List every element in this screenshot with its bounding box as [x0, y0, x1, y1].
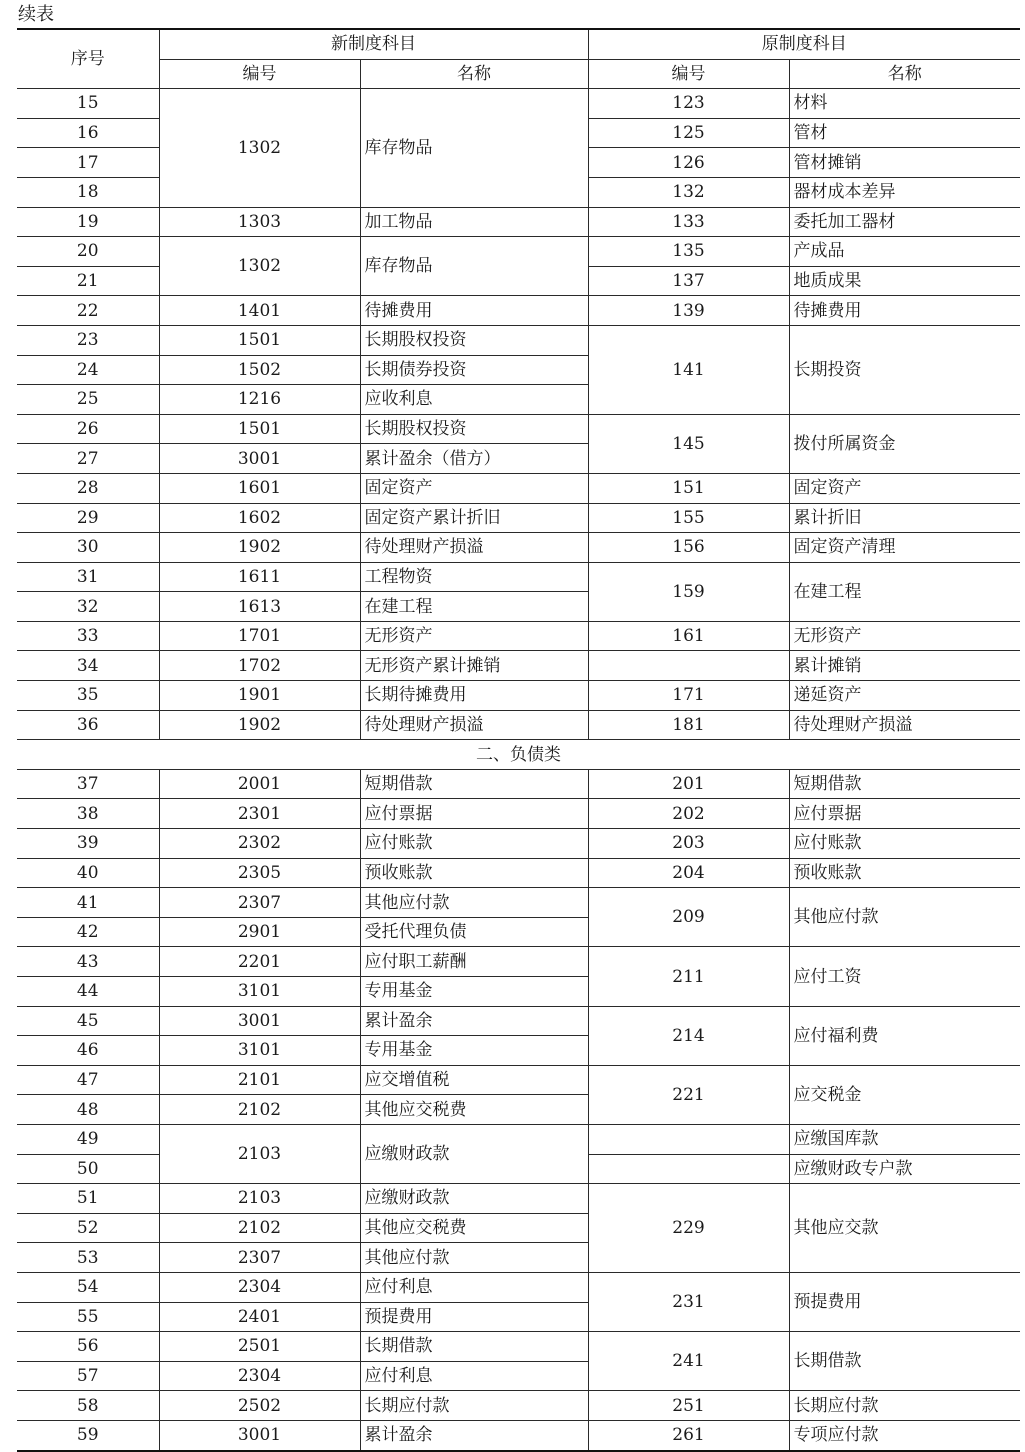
seq-cell: 55 [17, 1302, 159, 1332]
seq-cell: 33 [17, 621, 159, 651]
new-name-cell: 库存物品 [360, 89, 588, 207]
new-name-cell: 累计盈余（借方） [360, 444, 588, 474]
old-name-cell: 无形资产 [789, 621, 1020, 651]
seq-cell: 32 [17, 592, 159, 622]
table-row [17, 473, 1020, 503]
new-code-cell: 1501 [159, 414, 360, 444]
seq-cell: 27 [17, 444, 159, 474]
new-name-cell: 其他应付款 [360, 888, 588, 918]
table-caption: 续表 [18, 4, 54, 25]
seq-cell: 23 [17, 325, 159, 355]
new-code-cell: 2307 [159, 1243, 360, 1273]
table-row [17, 888, 1020, 918]
old-code-cell: 151 [588, 473, 789, 503]
old-code-cell [588, 1124, 789, 1154]
new-code-cell: 1302 [159, 237, 360, 296]
new-name-cell: 无形资产 [360, 621, 588, 651]
new-code-cell: 2103 [159, 1124, 360, 1183]
old-code-cell: 159 [588, 562, 789, 621]
table-row [17, 1332, 1020, 1362]
seq-cell: 59 [17, 1420, 159, 1450]
new-code-cell: 2502 [159, 1391, 360, 1421]
header-old-system: 原制度科目 [588, 29, 1020, 59]
new-code-cell: 1303 [159, 207, 360, 237]
new-code-cell: 2302 [159, 829, 360, 859]
table-row [17, 89, 1020, 119]
old-name-cell: 短期借款 [789, 769, 1020, 799]
old-name-cell: 产成品 [789, 237, 1020, 267]
new-code-cell: 2901 [159, 917, 360, 947]
old-name-cell: 器材成本差异 [789, 177, 1020, 207]
table-row [17, 1420, 1020, 1450]
header-new-name: 名称 [360, 59, 588, 89]
new-code-cell: 2307 [159, 888, 360, 918]
new-name-cell: 长期股权投资 [360, 325, 588, 355]
new-code-cell: 2501 [159, 1332, 360, 1362]
new-name-cell: 加工物品 [360, 207, 588, 237]
new-name-cell: 应付职工薪酬 [360, 947, 588, 977]
table-row [17, 651, 1020, 681]
old-code-cell [588, 1154, 789, 1184]
section-row [17, 740, 1020, 770]
old-code-cell: 125 [588, 118, 789, 148]
seq-cell: 54 [17, 1272, 159, 1302]
old-code-cell: 145 [588, 414, 789, 473]
seq-cell: 21 [17, 266, 159, 296]
table-row [17, 799, 1020, 829]
old-name-cell: 材料 [789, 89, 1020, 119]
seq-cell: 51 [17, 1184, 159, 1214]
new-code-cell: 1902 [159, 710, 360, 740]
header-new-code: 编号 [159, 59, 360, 89]
old-name-cell: 待摊费用 [789, 296, 1020, 326]
new-name-cell: 预收账款 [360, 858, 588, 888]
new-code-cell: 2304 [159, 1361, 360, 1391]
new-name-cell: 长期待摊费用 [360, 681, 588, 711]
table-row [17, 947, 1020, 977]
seq-cell: 36 [17, 710, 159, 740]
new-code-cell: 1702 [159, 651, 360, 681]
table-row [17, 681, 1020, 711]
seq-cell: 50 [17, 1154, 159, 1184]
seq-cell: 46 [17, 1036, 159, 1066]
new-name-cell: 长期债券投资 [360, 355, 588, 385]
new-code-cell: 1601 [159, 473, 360, 503]
seq-cell: 29 [17, 503, 159, 533]
old-code-cell: 141 [588, 325, 789, 414]
old-code-cell: 171 [588, 681, 789, 711]
old-name-cell: 在建工程 [789, 562, 1020, 621]
seq-cell: 39 [17, 829, 159, 859]
table-row [17, 562, 1020, 592]
old-code-cell: 126 [588, 148, 789, 178]
old-name-cell: 其他应交款 [789, 1184, 1020, 1273]
seq-cell: 53 [17, 1243, 159, 1273]
old-name-cell: 应交税金 [789, 1065, 1020, 1124]
table-row [17, 1272, 1020, 1302]
old-name-cell: 累计摊销 [789, 651, 1020, 681]
table-row [17, 1391, 1020, 1421]
old-name-cell: 管材 [789, 118, 1020, 148]
new-name-cell: 应付票据 [360, 799, 588, 829]
new-code-cell: 3101 [159, 1036, 360, 1066]
table-row [17, 710, 1020, 740]
old-name-cell: 其他应付款 [789, 888, 1020, 947]
seq-cell: 48 [17, 1095, 159, 1125]
new-name-cell: 应缴财政款 [360, 1184, 588, 1214]
new-name-cell: 累计盈余 [360, 1420, 588, 1450]
table-row [17, 1124, 1020, 1154]
seq-cell: 20 [17, 237, 159, 267]
seq-cell: 40 [17, 858, 159, 888]
new-code-cell: 1401 [159, 296, 360, 326]
new-name-cell: 工程物资 [360, 562, 588, 592]
table-row [17, 829, 1020, 859]
old-code-cell: 139 [588, 296, 789, 326]
old-name-cell: 应付工资 [789, 947, 1020, 1006]
old-code-cell: 137 [588, 266, 789, 296]
seq-cell: 42 [17, 917, 159, 947]
seq-cell: 56 [17, 1332, 159, 1362]
new-name-cell: 库存物品 [360, 237, 588, 296]
new-code-cell: 3001 [159, 1420, 360, 1450]
new-code-cell: 1501 [159, 325, 360, 355]
seq-cell: 15 [17, 89, 159, 119]
table-row [17, 414, 1020, 444]
account-mapping-table [17, 28, 1020, 1452]
old-name-cell: 预提费用 [789, 1272, 1020, 1331]
seq-cell: 35 [17, 681, 159, 711]
table-row [17, 296, 1020, 326]
old-code-cell: 156 [588, 533, 789, 563]
table-row [17, 858, 1020, 888]
old-code-cell: 241 [588, 1332, 789, 1391]
new-name-cell: 无形资产累计摊销 [360, 651, 588, 681]
new-name-cell: 应付账款 [360, 829, 588, 859]
old-code-cell: 204 [588, 858, 789, 888]
old-code-cell: 221 [588, 1065, 789, 1124]
seq-cell: 45 [17, 1006, 159, 1036]
new-name-cell: 其他应交税费 [360, 1095, 588, 1125]
old-code-cell: 155 [588, 503, 789, 533]
old-name-cell: 管材摊销 [789, 148, 1020, 178]
old-code-cell: 181 [588, 710, 789, 740]
old-name-cell: 拨付所属资金 [789, 414, 1020, 473]
new-name-cell: 长期股权投资 [360, 414, 588, 444]
old-code-cell: 229 [588, 1184, 789, 1273]
old-name-cell: 委托加工器材 [789, 207, 1020, 237]
new-code-cell: 1901 [159, 681, 360, 711]
new-name-cell: 应收利息 [360, 385, 588, 415]
table-row [17, 533, 1020, 563]
table-row [17, 237, 1020, 267]
old-code-cell [588, 651, 789, 681]
table-row [17, 325, 1020, 355]
old-name-cell: 应缴财政专户款 [789, 1154, 1020, 1184]
header-seq: 序号 [17, 29, 159, 89]
new-name-cell: 固定资产累计折旧 [360, 503, 588, 533]
seq-cell: 57 [17, 1361, 159, 1391]
new-name-cell: 其他应交税费 [360, 1213, 588, 1243]
old-name-cell: 应付账款 [789, 829, 1020, 859]
table-row [17, 207, 1020, 237]
table-row [17, 1006, 1020, 1036]
new-code-cell: 2102 [159, 1213, 360, 1243]
seq-cell: 47 [17, 1065, 159, 1095]
new-code-cell: 2201 [159, 947, 360, 977]
seq-cell: 31 [17, 562, 159, 592]
old-code-cell: 133 [588, 207, 789, 237]
new-code-cell: 2001 [159, 769, 360, 799]
new-name-cell: 待摊费用 [360, 296, 588, 326]
new-name-cell: 待处理财产损溢 [360, 710, 588, 740]
header-new-system: 新制度科目 [159, 29, 588, 59]
old-code-cell: 201 [588, 769, 789, 799]
old-name-cell: 固定资产清理 [789, 533, 1020, 563]
new-name-cell: 在建工程 [360, 592, 588, 622]
new-name-cell: 专用基金 [360, 1036, 588, 1066]
seq-cell: 16 [17, 118, 159, 148]
new-code-cell: 1502 [159, 355, 360, 385]
new-name-cell: 长期借款 [360, 1332, 588, 1362]
old-code-cell: 132 [588, 177, 789, 207]
old-code-cell: 251 [588, 1391, 789, 1421]
seq-cell: 30 [17, 533, 159, 563]
table-row [17, 621, 1020, 651]
new-code-cell: 2304 [159, 1272, 360, 1302]
new-code-cell: 3001 [159, 1006, 360, 1036]
new-code-cell: 1701 [159, 621, 360, 651]
new-code-cell: 2401 [159, 1302, 360, 1332]
old-code-cell: 231 [588, 1272, 789, 1331]
new-name-cell: 预提费用 [360, 1302, 588, 1332]
old-name-cell: 专项应付款 [789, 1420, 1020, 1450]
seq-cell: 44 [17, 977, 159, 1007]
new-name-cell: 待处理财产损溢 [360, 533, 588, 563]
seq-cell: 24 [17, 355, 159, 385]
old-code-cell: 202 [588, 799, 789, 829]
new-code-cell: 1602 [159, 503, 360, 533]
new-name-cell: 受托代理负债 [360, 917, 588, 947]
new-code-cell: 1216 [159, 385, 360, 415]
new-code-cell: 1613 [159, 592, 360, 622]
old-name-cell: 应缴国库款 [789, 1124, 1020, 1154]
new-code-cell: 2301 [159, 799, 360, 829]
seq-cell: 43 [17, 947, 159, 977]
old-code-cell: 209 [588, 888, 789, 947]
new-code-cell: 2305 [159, 858, 360, 888]
new-code-cell: 1611 [159, 562, 360, 592]
seq-cell: 37 [17, 769, 159, 799]
new-code-cell: 2103 [159, 1184, 360, 1214]
new-name-cell: 应缴财政款 [360, 1124, 588, 1183]
new-code-cell: 2101 [159, 1065, 360, 1095]
new-name-cell: 短期借款 [360, 769, 588, 799]
new-name-cell: 应交增值税 [360, 1065, 588, 1095]
new-code-cell: 1302 [159, 89, 360, 207]
old-name-cell: 累计折旧 [789, 503, 1020, 533]
new-name-cell: 长期应付款 [360, 1391, 588, 1421]
old-code-cell: 261 [588, 1420, 789, 1450]
seq-cell: 34 [17, 651, 159, 681]
old-code-cell: 214 [588, 1006, 789, 1065]
new-name-cell: 其他应付款 [360, 1243, 588, 1273]
seq-cell: 28 [17, 473, 159, 503]
old-name-cell: 待处理财产损溢 [789, 710, 1020, 740]
seq-cell: 19 [17, 207, 159, 237]
seq-cell: 17 [17, 148, 159, 178]
seq-cell: 49 [17, 1124, 159, 1154]
old-name-cell: 应付福利费 [789, 1006, 1020, 1065]
old-name-cell: 预收账款 [789, 858, 1020, 888]
new-code-cell: 3001 [159, 444, 360, 474]
old-code-cell: 123 [588, 89, 789, 119]
old-code-cell: 161 [588, 621, 789, 651]
seq-cell: 41 [17, 888, 159, 918]
new-name-cell: 应付利息 [360, 1272, 588, 1302]
old-name-cell: 应付票据 [789, 799, 1020, 829]
new-name-cell: 专用基金 [360, 977, 588, 1007]
new-name-cell: 固定资产 [360, 473, 588, 503]
old-code-cell: 135 [588, 237, 789, 267]
seq-cell: 58 [17, 1391, 159, 1421]
old-name-cell: 地质成果 [789, 266, 1020, 296]
old-name-cell: 长期借款 [789, 1332, 1020, 1391]
table-row [17, 769, 1020, 799]
table-row [17, 1184, 1020, 1214]
seq-cell: 18 [17, 177, 159, 207]
header-old-code: 编号 [588, 59, 789, 89]
header-old-name: 名称 [789, 59, 1020, 89]
old-name-cell: 长期投资 [789, 325, 1020, 414]
seq-cell: 25 [17, 385, 159, 415]
new-name-cell: 应付利息 [360, 1361, 588, 1391]
old-name-cell: 长期应付款 [789, 1391, 1020, 1421]
seq-cell: 52 [17, 1213, 159, 1243]
old-code-cell: 203 [588, 829, 789, 859]
new-name-cell: 累计盈余 [360, 1006, 588, 1036]
old-name-cell: 递延资产 [789, 681, 1020, 711]
new-code-cell: 2102 [159, 1095, 360, 1125]
old-name-cell: 固定资产 [789, 473, 1020, 503]
seq-cell: 22 [17, 296, 159, 326]
seq-cell: 38 [17, 799, 159, 829]
table-row [17, 503, 1020, 533]
seq-cell: 26 [17, 414, 159, 444]
new-code-cell: 1902 [159, 533, 360, 563]
section-title-liabilities: 二、负债类 [17, 740, 1020, 770]
new-code-cell: 3101 [159, 977, 360, 1007]
old-code-cell: 211 [588, 947, 789, 1006]
table-row [17, 1065, 1020, 1095]
